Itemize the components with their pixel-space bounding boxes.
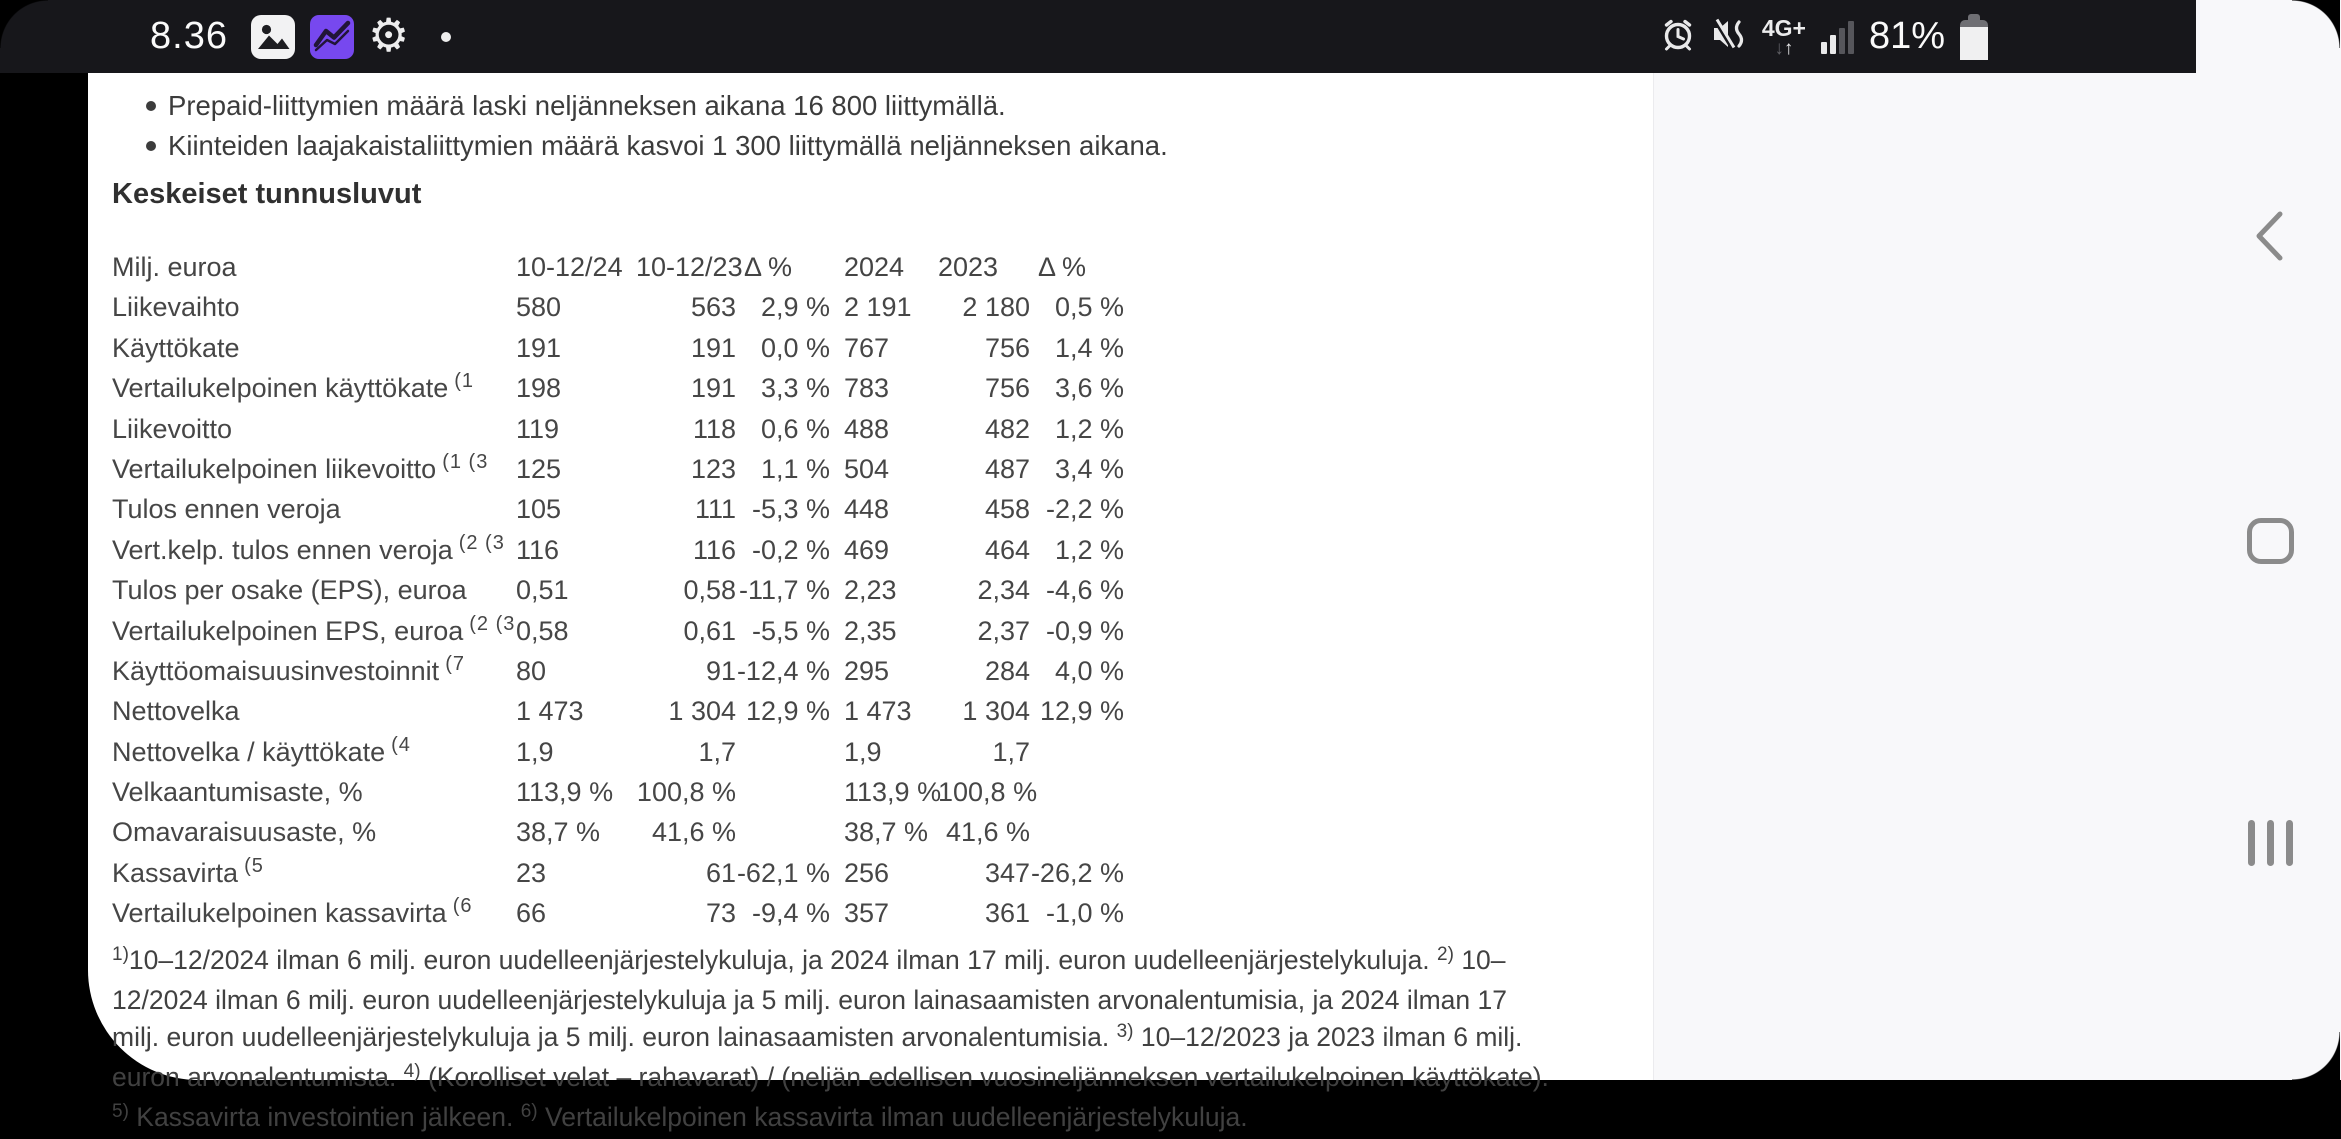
table-cell: 0,58 (683, 575, 736, 606)
table-cell: 295 (844, 655, 890, 686)
table-cell: 191 (690, 332, 736, 363)
table-cell: 2,34 (977, 575, 1030, 606)
table-cell: 458 (984, 494, 1030, 525)
table-cell: 756 (984, 332, 1030, 363)
table-cell: 41,6 % (945, 817, 1030, 848)
chart-app-icon (309, 14, 355, 60)
recents-button[interactable] (2247, 819, 2293, 866)
table-header-cell: 2023 (938, 252, 999, 282)
row-label: Vertailukelpoinen liikevoitto $^{(1 (3}$ (112, 450, 489, 484)
footnote-marker: (5 (244, 854, 264, 877)
table-row (112, 691, 1653, 731)
footnote-marker: 6) (520, 1100, 538, 1122)
table-cell: 469 (844, 534, 890, 565)
table-cell: 41,6 % (651, 817, 736, 848)
table-cell: 504 (844, 453, 890, 484)
table-cell: 482 (984, 413, 1030, 444)
table-row (112, 853, 1653, 893)
down-arrow-icon: ↓ (1774, 38, 1784, 59)
bullet-list (88, 86, 1653, 166)
recents-bar-icon (2248, 820, 2255, 866)
table-cell: 0,51 (516, 575, 569, 606)
row-label: Velkaantumisaste, % (112, 777, 363, 808)
table-cell: -0,9 % (1045, 615, 1124, 646)
table-row (112, 449, 1653, 489)
table-cell: 361 (984, 898, 1030, 929)
table-cell: 2,35 (844, 615, 897, 646)
table-row (112, 489, 1653, 529)
network-indicator: 4G+ ↓↑ (1761, 15, 1806, 59)
footnote-marker: (2 (3 (458, 531, 505, 554)
battery-fill (1960, 27, 1988, 59)
table-row (112, 409, 1653, 449)
bullet-item: Prepaid-liittymien määrä laski neljänneksen aikana 16 800 liittymällä. (88, 86, 1653, 126)
table-cell: 116 (516, 534, 560, 565)
table-header-cell: 10-12/23 (636, 252, 743, 282)
alarm-icon (1660, 16, 1696, 57)
status-bar (0, 0, 2196, 73)
table-cell: 80 (516, 655, 547, 686)
table-cell: 198 (516, 373, 562, 404)
table-cell: 66 (516, 898, 547, 929)
table-cell: 0,61 (683, 615, 736, 646)
table-cell: 487 (984, 453, 1030, 484)
row-label: Omavaraisuusaste, % (112, 817, 377, 848)
table-cell: 91 (705, 655, 736, 686)
row-label: Nettovelka / käyttökate $^{(4}$ (112, 733, 411, 767)
table-cell: 2,9 % (760, 292, 830, 323)
table-cell: -26,2 % (1030, 857, 1124, 888)
table-cell: 767 (844, 332, 890, 363)
row-label: Vertailukelpoinen käyttökate $^{(1}$ (112, 370, 475, 404)
table-cell (1030, 772, 1124, 812)
table-cell (736, 732, 830, 775)
battery-icon (1960, 14, 1988, 60)
table-cell: 1,1 % (760, 453, 830, 484)
bullet-item: Kiinteiden laajakaistaliittymien määrä kasvoi 1 300 liittymällä neljänneksen aikana. (88, 126, 1653, 166)
table-cell: 580 (516, 292, 562, 323)
table-cell: -5,5 % (751, 615, 830, 646)
recents-bar-icon (2267, 820, 2274, 866)
table-cell: 0,5 % (1054, 292, 1124, 323)
mute-vibrate-icon (1711, 16, 1747, 57)
table-cell: 1,2 % (1054, 413, 1124, 444)
table-cell: -2,2 % (1045, 494, 1124, 525)
up-arrow-icon: ↑ (1783, 38, 1794, 59)
table-cell: 256 (844, 857, 890, 888)
table-cell: 783 (844, 373, 890, 404)
table-cell: 2 180 (962, 292, 1030, 323)
document-content[interactable] (88, 73, 1653, 1132)
row-label: Vertailukelpoinen EPS, euroa $^{(2 (3}$ (112, 612, 516, 646)
section-heading: Keskeiset tunnusluvut (112, 178, 422, 210)
footnote-line (112, 1019, 1632, 1059)
table-cell: 3,4 % (1054, 453, 1124, 484)
table-row (112, 530, 1653, 570)
chevron-left-icon (2252, 210, 2286, 267)
battery-percent: 81% (1868, 15, 1945, 57)
table-cell: -1,0 % (1045, 898, 1124, 929)
row-label: Liikevaihto (112, 292, 240, 323)
table-cell: 563 (690, 292, 736, 323)
footnote-text: euron arvonalentumista. (112, 1061, 404, 1092)
table-cell: 1,7 (992, 736, 1030, 767)
settings-gear-icon: ⚙ (367, 8, 410, 61)
table-cell: 1,4 % (1054, 332, 1124, 363)
footnote-text: 12/2024 ilman 6 milj. euron uudelleenjärjestelykuluja ja 5 milj. euron lainasaamisten arvonalentumisia, ja 2024 ilman 17 (112, 984, 1507, 1015)
table-cell: -9,4 % (751, 898, 830, 929)
table-header-cell: 10-12/24 (516, 252, 623, 282)
table-cell: 357 (844, 898, 890, 929)
footnote-marker: 4) (403, 1060, 421, 1082)
table-cell: 73 (705, 898, 736, 929)
recents-bar-icon (2286, 820, 2293, 866)
footnote-text: Vertailukelpoinen kassavirta ilman uudelleenjärjestelykuluja. (537, 1101, 1248, 1132)
row-label: Vertailukelpoinen kassavirta $^{(6}$ (112, 895, 473, 929)
table-cell: 12,9 % (745, 696, 830, 727)
table-cell: 1 473 (516, 696, 584, 727)
table-cell: 191 (516, 332, 562, 363)
table-cell: 1 473 (844, 696, 912, 727)
table-row (112, 611, 1653, 651)
table-cell: 12,9 % (1039, 696, 1124, 727)
footnote-text: milj. euron uudelleenjärjestelykuluja ja 5 milj. euron lainasaamisten arvonalentumisia. (112, 1021, 1117, 1052)
footnote-marker: (2 (3 (469, 612, 516, 635)
row-label: Käyttöomaisuusinvestoinnit $^{(7}$ (112, 652, 465, 686)
row-label: Kassavirta $^{(5}$ (112, 854, 264, 888)
home-square-icon (2247, 518, 2294, 564)
table-cell: 1,9 (516, 736, 554, 767)
table-cell: 38,7 % (516, 817, 601, 848)
table-cell: 113,9 % (844, 777, 942, 808)
signal-strength-icon (1821, 20, 1854, 54)
footnote-marker: (4 (391, 733, 411, 756)
clock: 8.36 (150, 15, 228, 57)
table-cell: 0,0 % (760, 332, 830, 363)
row-label: Nettovelka (112, 696, 240, 727)
row-label: Liikevoitto (112, 413, 233, 444)
footnote-marker: 3) (1116, 1020, 1134, 1042)
row-label: Tulos ennen veroja (112, 494, 341, 525)
table-cell: 1,9 (844, 736, 882, 767)
footnote-marker: (1 (454, 370, 475, 393)
table-cell: 1 304 (668, 696, 736, 727)
table-cell (1030, 812, 1124, 852)
footnote-marker: (1 (3 (442, 450, 489, 473)
table-cell: 284 (984, 655, 1030, 686)
table-cell: 111 (694, 494, 736, 525)
table-row (112, 812, 1653, 852)
back-button[interactable] (2243, 212, 2295, 264)
footnote-marker: (6 (452, 895, 473, 918)
table-cell: 118 (692, 413, 736, 444)
row-label: Käyttökate (112, 332, 240, 363)
table-cell: 113,9 % (516, 777, 614, 808)
footnote-marker: 2) (1437, 943, 1454, 965)
table-cell: 4,0 % (1054, 655, 1124, 686)
footnote-text: 10–12/2023 ja 2023 ilman 6 milj. (1133, 1021, 1523, 1052)
footnote-line (112, 1059, 1632, 1099)
table-row (112, 732, 1653, 772)
table-row (112, 570, 1653, 610)
table-cell (1030, 732, 1124, 775)
table-cell: 61 (705, 857, 736, 888)
footnote-text: 10–12/2024 ilman 6 milj. euron uudelleenjärjestelykuluja, ja 2024 ilman 17 milj. euron uudelleenjärjestelykuluja. (128, 944, 1438, 975)
table-cell: -12,4 % (736, 655, 830, 686)
table-cell: 2 191 (844, 292, 912, 323)
table-cell: 448 (844, 494, 890, 525)
table-row (112, 772, 1653, 812)
table-header-row (112, 247, 1653, 287)
nav-panel (1653, 0, 2341, 1080)
table-cell: 100,8 % (938, 777, 1038, 808)
table-cell: -4,6 % (1045, 575, 1124, 606)
table-cell: 1,7 (698, 736, 736, 767)
footnote-text: (Korolliset velat – rahavarat) / (neljän edellisen vuosineljänneksen vertailukelpoinen käyttökate). (420, 1061, 1549, 1092)
notification-dot (441, 32, 451, 42)
table-cell: -11,7 % (738, 575, 830, 606)
table-cell: 0,58 (516, 615, 569, 646)
home-button[interactable] (2246, 517, 2294, 564)
table-cell: 488 (844, 413, 890, 444)
table-cell: 38,7 % (844, 817, 929, 848)
table-cell: 23 (516, 857, 547, 888)
table-cell (736, 772, 830, 812)
table-body (112, 287, 1653, 933)
table-cell: -0,2 % (751, 534, 830, 565)
footnote-marker: (7 (445, 652, 465, 675)
row-label: Vert.kelp. tulos ennen veroja $^{(2 (3}$ (112, 531, 505, 565)
table-row (112, 328, 1653, 368)
table-row (112, 651, 1653, 691)
table-header-cell: Milj. euroa (112, 252, 237, 282)
table-row (112, 287, 1653, 327)
table-cell: 100,8 % (636, 777, 736, 808)
gallery-icon (250, 14, 296, 60)
table-cell: 119 (516, 413, 560, 444)
table-cell: -5,3 % (751, 494, 830, 525)
footnote-line (112, 982, 1632, 1019)
row-label: Tulos per osake (EPS), euroa (112, 575, 467, 606)
table-cell: 125 (516, 453, 562, 484)
footnote-line (112, 942, 1632, 982)
table-cell: 347 (984, 857, 1030, 888)
table-cell: 3,3 % (760, 373, 830, 404)
table-cell: 191 (690, 373, 736, 404)
table-cell: 464 (984, 534, 1030, 565)
table-cell: -62,1 % (736, 857, 830, 888)
table-cell: 116 (692, 534, 736, 565)
table-row (112, 893, 1653, 933)
table-cell: 756 (984, 373, 1030, 404)
table-cell: 2,37 (977, 615, 1030, 646)
table-cell: 2,23 (844, 575, 897, 606)
key-figures-table (112, 247, 1653, 934)
table-cell: 105 (516, 494, 562, 525)
table-header-cell: Δ % (1038, 252, 1087, 282)
table-row (112, 368, 1653, 408)
footnote-text: Kassavirta investointien jälkeen. (128, 1101, 521, 1132)
table-cell: 123 (690, 453, 736, 484)
table-cell: 0,6 % (760, 413, 830, 444)
footnote-text: 10– (1453, 944, 1506, 975)
table-cell: 3,6 % (1054, 373, 1124, 404)
table-cell (736, 812, 830, 852)
table-cell: 1 304 (962, 696, 1030, 727)
table-cell: 1,2 % (1054, 534, 1124, 565)
footnote-line (112, 1099, 1632, 1139)
footnotes (112, 942, 1632, 1139)
table-header-cell: 2024 (844, 252, 905, 282)
footnote-marker: 5) (112, 1100, 129, 1122)
footnote-marker: 1) (112, 943, 129, 965)
table-header-cell: Δ % (744, 252, 793, 282)
